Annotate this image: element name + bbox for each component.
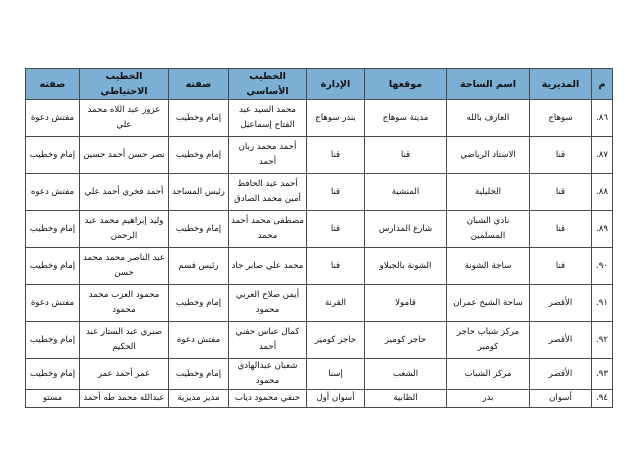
header-cell: المديرية	[530, 69, 592, 100]
table-cell: حنفي محمود دياب	[229, 390, 307, 408]
table-cell: ٨٧.	[592, 137, 613, 174]
table-cell: المنشية	[365, 174, 447, 211]
table-cell: ٩٢.	[592, 322, 613, 359]
table-cell: الاستاد الرياضي	[447, 137, 530, 174]
table-cell: عبدالله محمد طه أحمد	[80, 390, 169, 408]
table-cell: قنا	[530, 174, 592, 211]
table-cell: بدر	[447, 390, 530, 408]
table-cell: عبد الناصر محمد محمد حسن	[80, 248, 169, 285]
table-cell: الطابية	[365, 390, 447, 408]
header-cell: موقعها	[365, 69, 447, 100]
table-cell: سوهاج	[530, 100, 592, 137]
table-cell: مدينة سوهاج	[365, 100, 447, 137]
table-cell: مفتش دعوة	[26, 285, 80, 322]
table-row	[26, 322, 613, 359]
table-cell: إمام وخطيب	[26, 359, 80, 390]
header-row	[26, 69, 613, 100]
table-row	[26, 359, 613, 390]
table-cell: مستو	[26, 390, 80, 408]
table-cell: الشونة بالجبلاو	[365, 248, 447, 285]
table-cell: نادي الشبان المسلمين	[447, 211, 530, 248]
table-row	[26, 248, 613, 285]
table-cell: قامولا	[365, 285, 447, 322]
table-cell: قنا	[307, 137, 365, 174]
table-cell: رئيس قسم	[169, 248, 229, 285]
table-cell: أسوان	[530, 390, 592, 408]
table-cell: مفتش دعوة	[26, 100, 80, 137]
table-cell: إمام وخطيب	[169, 100, 229, 137]
table-row	[26, 285, 613, 322]
table-cell: كمال عباس حفني أحمد	[229, 322, 307, 359]
table-cell: شعبان عبدالهادي محمود	[229, 359, 307, 390]
table-cell: إمام وخطيب	[26, 322, 80, 359]
table-cell: مصطفى محمد أحمد محمد	[229, 211, 307, 248]
table-cell: مفتش دعوة	[169, 322, 229, 359]
table-cell: العارف بالله	[447, 100, 530, 137]
table-cell: الأقصر	[530, 285, 592, 322]
table-cell: الأقصر	[530, 359, 592, 390]
table-cell: ٨٨.	[592, 174, 613, 211]
table-row	[26, 137, 613, 174]
table-cell: مدير مديرية	[169, 390, 229, 408]
table-cell: عزوز عبد اللاه محمد علي	[80, 100, 169, 137]
table-cell: إمام وخطيب	[169, 211, 229, 248]
table-cell: محمود العزب محمد محمود	[80, 285, 169, 322]
table-cell: إمام وخطيب	[26, 211, 80, 248]
table-cell: أسوان أول	[307, 390, 365, 408]
header-cell: الخطيب الأساسي	[229, 69, 307, 100]
header-cell: الخطيب الاحتياطي	[80, 69, 169, 100]
table-cell: قنا	[307, 211, 365, 248]
table-cell: إمام وخطيب	[26, 137, 80, 174]
table-cell: ٨٦.	[592, 100, 613, 137]
table-cell: قنا	[530, 137, 592, 174]
table-cell: مركز الشباب	[447, 359, 530, 390]
table-cell: قنا	[307, 174, 365, 211]
table-cell: مركز شباب حاجر كومير	[447, 322, 530, 359]
table-cell: مفتش دعوه	[26, 174, 80, 211]
table-cell: ساحة الشيخ عمران	[447, 285, 530, 322]
table-cell: قنا	[365, 137, 447, 174]
table-cell: القرنة	[307, 285, 365, 322]
table-cell: ٨٩.	[592, 211, 613, 248]
table-cell: أحمد عبد الحافظ أمين محمد الصادق	[229, 174, 307, 211]
table-cell: قنا	[530, 248, 592, 285]
table-cell: محمد علي صابر جاد	[229, 248, 307, 285]
table-cell: إسنا	[307, 359, 365, 390]
table-row	[26, 211, 613, 248]
table-cell: وليد إبراهيم محمد عبد الرحمن	[80, 211, 169, 248]
table-cell: ٩١.	[592, 285, 613, 322]
khateeb-assignments-table	[25, 68, 613, 408]
table-cell: إمام وخطيب	[169, 359, 229, 390]
table-cell: ٩٣.	[592, 359, 613, 390]
header-cell: م	[592, 69, 613, 100]
table-cell: الخليلية	[447, 174, 530, 211]
table-row	[26, 390, 613, 408]
table-cell: صبري عبد الستار عبد الحكيم	[80, 322, 169, 359]
header-cell: اسم الساحة	[447, 69, 530, 100]
table-cell: إمام وخطيب	[169, 137, 229, 174]
table-cell: ٩٤.	[592, 390, 613, 408]
table-cell: محمد السيد عبد الفتاح إسماعيل	[229, 100, 307, 137]
table-cell: أحمد فخري أحمد علي	[80, 174, 169, 211]
table-cell: قنا	[530, 211, 592, 248]
table-cell: إمام وخطيب	[26, 248, 80, 285]
table-cell: إمام وخطيب	[169, 285, 229, 322]
table-cell: أحمد محمد ربان أحمد	[229, 137, 307, 174]
table-cell: حاجر كومير	[307, 322, 365, 359]
table-cell: شارع المدارس	[365, 211, 447, 248]
table-row	[26, 174, 613, 211]
table-cell: بندر سوهاج	[307, 100, 365, 137]
table-cell: قنا	[307, 248, 365, 285]
table-cell: الشغب	[365, 359, 447, 390]
header-cell: صفته	[169, 69, 229, 100]
table-row	[26, 100, 613, 137]
header-cell: الإدارة	[307, 69, 365, 100]
header-cell: صفته	[26, 69, 80, 100]
table-cell: ٩٠.	[592, 248, 613, 285]
table-cell: نصر حسن أحمد حسين	[80, 137, 169, 174]
table-cell: رئيس المساجد	[169, 174, 229, 211]
table-cell: أيمن صلاح العربي محمود	[229, 285, 307, 322]
table-cell: حاجر كومير	[365, 322, 447, 359]
table-cell: عمر أحمد عمر	[80, 359, 169, 390]
table-cell: ساحة الشونة	[447, 248, 530, 285]
document-page	[25, 68, 612, 408]
table-cell: الأقصر	[530, 322, 592, 359]
